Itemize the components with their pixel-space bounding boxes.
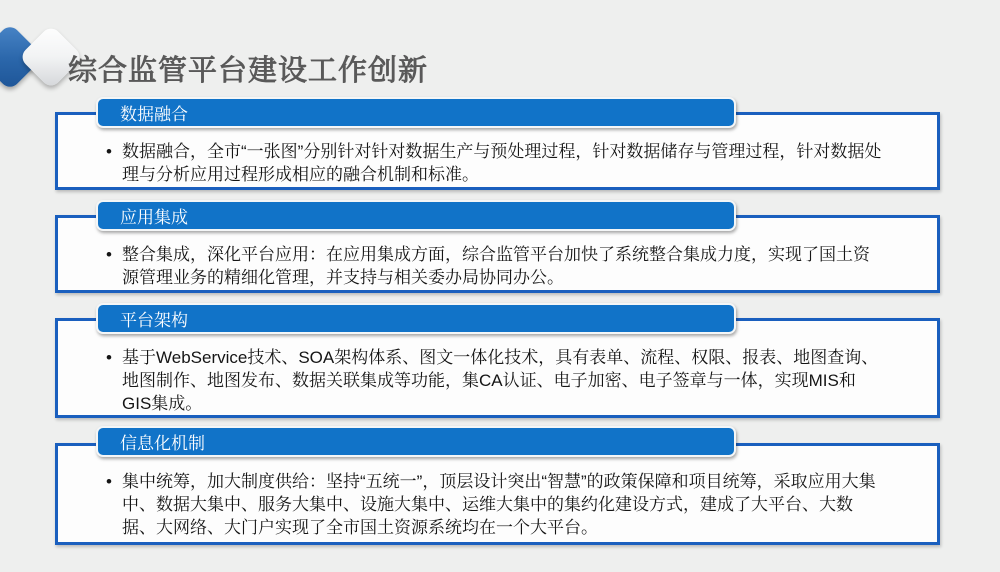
section-header-label: 信息化机制: [120, 434, 205, 453]
section-header-label: 数据融合: [120, 105, 188, 124]
section-header-label: 平台架构: [120, 311, 188, 330]
section-header-platform-architecture: [96, 303, 736, 334]
section-body-text: • 数据融合，全市“一张图”分别针对针对数据生产与预处理过程，针对数据储存与管理过程，针对数据处理与分析应用过程形成相应的融合机制和标准。: [58, 115, 937, 186]
section-header-app-integration: [96, 200, 736, 231]
section-header-data-fusion: [96, 97, 736, 128]
page-title: 综合监管平台建设工作创新: [68, 55, 429, 88]
section-body-text: • 基于WebService技术、SOA架构体系、图文一体化技术，具有表单、流程、权限、报表、地图查询、地图制作、地图发布、数据关联集成等功能，集CA认证、电子加密、电子签章与一体，实现MIS和GIS集成。: [58, 321, 937, 415]
section-header-informatization-mechanism: [96, 426, 736, 457]
section-body-text: • 整合集成，深化平台应用：在应用集成方面，综合监管平台加快了系统整合集成力度，实现了国土资源管理业务的精细化管理，并支持与相关委办局协同办公。: [58, 218, 937, 289]
section-header-label: 应用集成: [120, 208, 188, 227]
section-body-text: • 集中统筹，加大制度供给：坚持“五统一”，顶层设计突出“智慧”的政策保障和项目统筹，采取应用大集中、数据大集中、服务大集中、设施大集中、运维大集中的集约化建设方式，建成了大平台、大数据、大网络、大门户实现了全市国土资源系统均在一个大平台。: [58, 446, 937, 539]
section-box-informatization-mechanism: [55, 443, 940, 545]
